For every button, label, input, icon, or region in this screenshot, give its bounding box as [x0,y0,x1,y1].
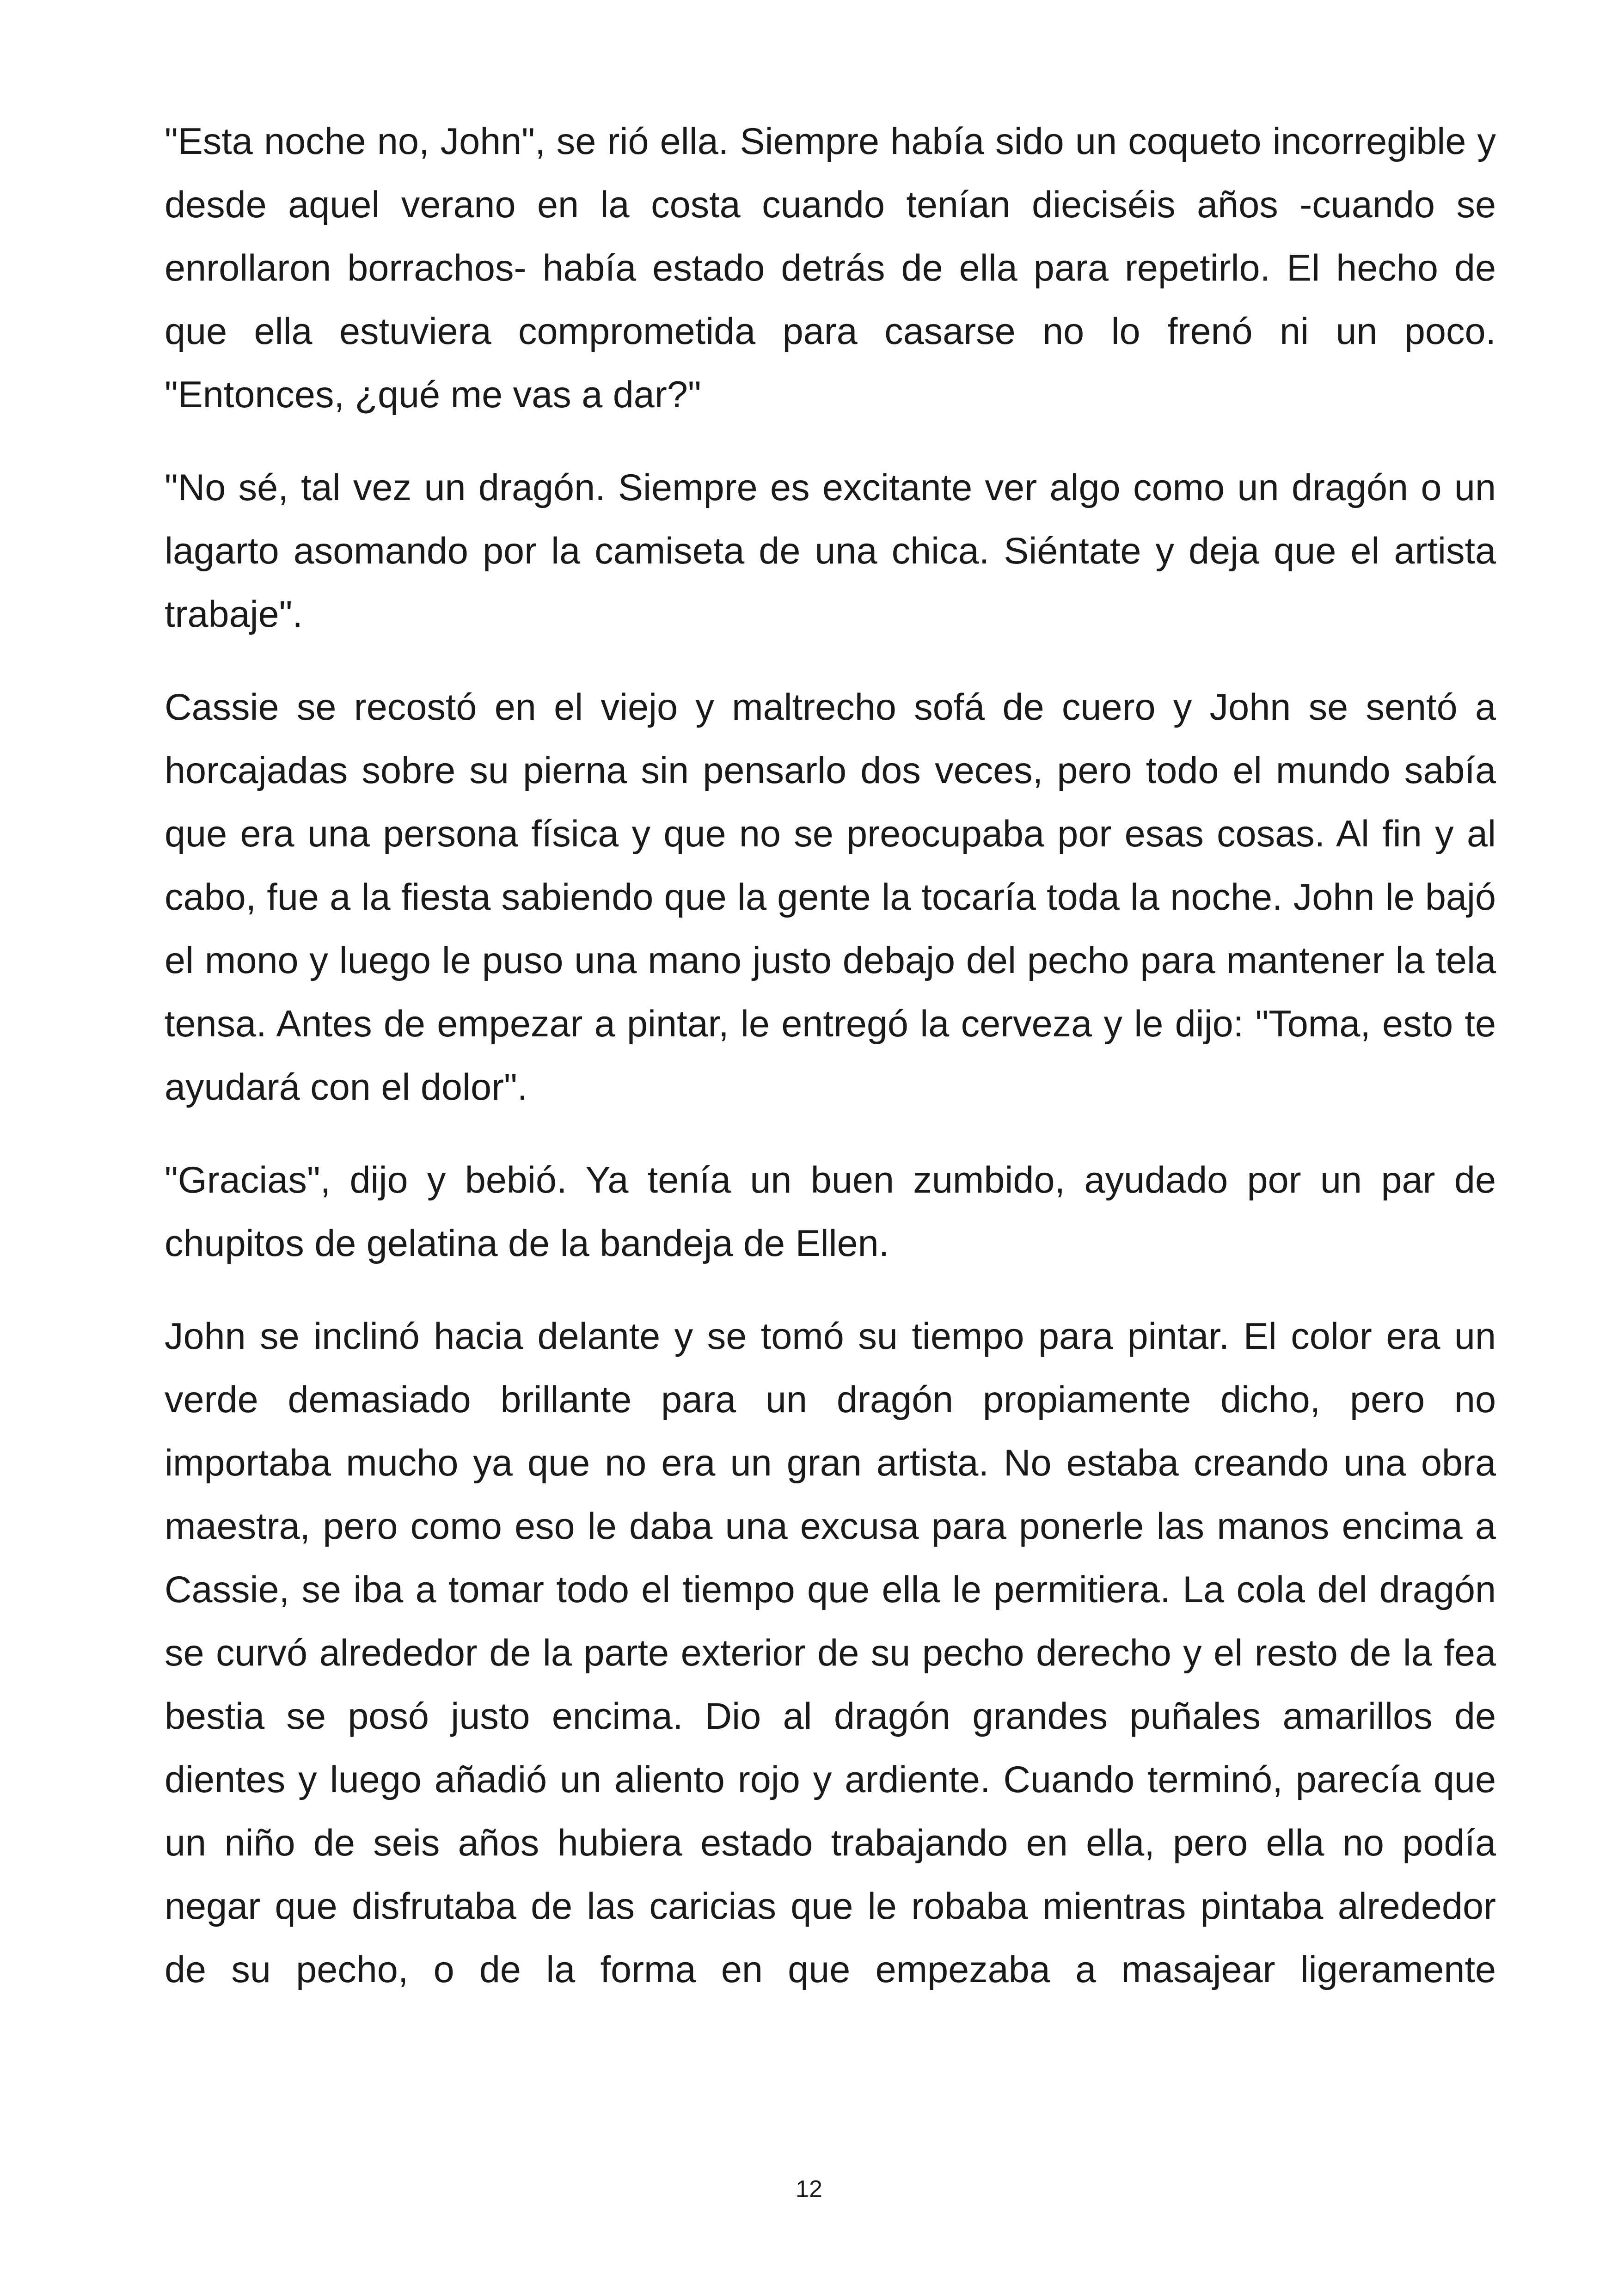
page-number: 12 [796,2176,822,2203]
paragraph-1: "Esta noche no, John", se rió ella. Siempre había sido un coqueto incorregible y desde aquel verano en la costa cuando tenían dieciséis años -cuando se enrollaron borrachos- había estado detrás de ella para repetirlo. El hecho de que ella estuviera comprometida para casarse no lo frenó ni un poco. "Entonces, ¿qué me vas a dar?" [165,121,1496,416]
document-body [165,110,1496,2002]
paragraph-5: John se inclinó hacia delante y se tomó su tiempo para pintar. El color era un verde demasiado brillante para un dragón propiamente dicho, pero no importaba mucho ya que no era un gran artista. No estaba creando una obra maestra, pero como eso le daba una excusa para ponerle las manos encima a Cassie, se iba a tomar todo el tiempo que ella le permitiera. La cola del dragón se curvó alrededor de la parte exterior de su pecho derecho y el resto de la fea bestia se posó justo encima. Dio al dragón grandes puñales amarillos de dientes y luego añadió un aliento rojo y ardiente. Cuando terminó, parecía que un niño de seis años hubiera estado trabajando en ella, pero ella no podía negar que disfrutaba de las caricias que le robaba mientras pintaba alrededor de su pecho, o de la forma en que empezaba a masajear ligeramente [165,1316,1496,1990]
paragraph-3: Cassie se recostó en el viejo y maltrecho sofá de cuero y John se sentó a horcajadas sobre su pierna sin pensarlo dos veces, pero todo el mundo sabía que era una persona física y que no se preocupaba por esas cosas. Al fin y al cabo, fue a la fiesta sabiendo que la gente la tocaría toda la noche. John le bajó el mono y luego le puso una mano justo debajo del pecho para mantener la tela tensa. Antes de empezar a pintar, le entregó la cerveza y le dijo: "Toma, esto te ayudará con el dolor". [165,686,1496,1108]
paragraph-4: "Gracias", dijo y bebió. Ya tenía un buen zumbido, ayudado por un par de chupitos de gelatina de la bandeja de Ellen. [165,1159,1496,1264]
paragraph-2: "No sé, tal vez un dragón. Siempre es excitante ver algo como un dragón o un lagarto asomando por la camiseta de una chica. Siéntate y deja que el artista trabaje". [165,467,1496,635]
